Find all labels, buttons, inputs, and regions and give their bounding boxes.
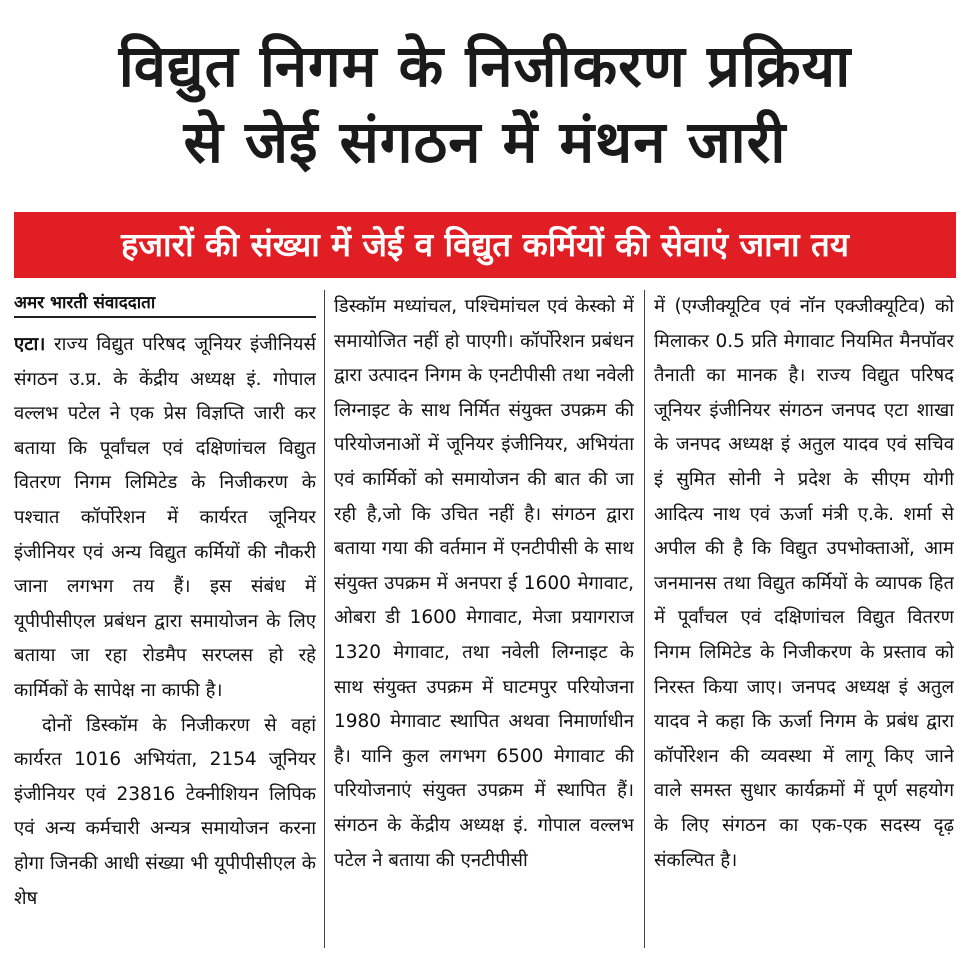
headline <box>0 28 970 180</box>
dateline: एटा। <box>14 334 46 355</box>
subheadline-banner: हजारों की संख्या में जेई व विद्युत कर्मियों की सेवाएं जाना तय <box>14 212 956 278</box>
article-paragraph: दोनों डिस्कॉम के निजीकरण से वहां कार्यरत 1016 अभियंता, 2154 जूनियर इंजीनियर एवं 23816 टेक्नीशियन लिपिक एवं अन्य कर्मचारी अन्यत्र समायोजन करना होगा जिनकी आधी संख्या भी यूपीपीसीएल के शेष <box>14 714 316 909</box>
article-column-3 <box>654 290 954 955</box>
article-paragraph: में (एग्जीक्यूटिव एवं नॉन एक्जीक्यूटिव) को मिलाकर 0.5 प्रति मेगावाट नियमित मैनपॉवर तैनाती का मानक है। राज्य विद्युत परिषद जूनियर इंजीनियर संगठन जनपद एटा शाखा के जनपद अध्यक्ष इं अतुल यादव एवं सचिव इं सुमित सोनी ने प्रदेश के सीएम योगी आदित्य नाथ एवं ऊर्जा मंत्री ए.के. शर्मा से अपील की है कि विद्युत उपभोक्ताओं, आम जनमानस तथा विद्युत कर्मियों के व्यापक हित में पूर्वांचल एवं दक्षिणांचल विद्युत वितरण निगम लिमिटेड के निजीकरण के प्रस्ताव को निरस्त किया जाए। जनपद अध्यक्ष इं अतुल यादव ने कहा कि ऊर्जा निगम के प्रबंध द्वारा कॉर्पोरेशन की व्यवस्था में लागू किए जाने वाले समस्त सुधार कार्यक्रमों में पूर्ण सहयोग के लिए संगठन का एक-एक सदस्य दृढ़ संकल्पित है। <box>654 296 954 871</box>
article-paragraph: डिस्कॉम मध्यांचल, पश्चिमांचल एवं केस्को में समायोजित नहीं हो पाएगी। कॉर्पोरेशन प्रबंधन द्वारा उत्पादन निगम के एनटीपीसी तथा नवेली लिग्नाइट के साथ निर्मित संयुक्त उपक्रम की परियोजनाओं में जूनियर इंजीनियर, अभियंता एवं कार्मिकों को समायोजन की बात की जा रही है,जो कि उचित नहीं है। संगठन द्वारा बताया गया की वर्तमान में एनटीपीसी के साथ संयुक्त उपक्रम में अनपरा ई 1600 मेगावाट, ओबरा डी 1600 मेगावाट, मेजा प्रयागराज 1320 मेगावाट, तथा नवेली लिग्नाइट के साथ संयुक्त उपक्रम में घाटमपुर परियोजना 1980 मेगावाट स्थापित अथवा निमार्णाधीन है। यानि कुल लगभग 6500 मेगावाट की परियोजनाएं संयुक्त उपक्रम में स्थापित हैं। संगठन के केंद्रीय अध्यक्ष इं. गोपाल वल्लभ पटेल ने बताया की एनटीपीसी <box>334 296 634 871</box>
paragraph-text: राज्य विद्युत परिषद जूनियर इंजीनियर्स संगठन उ.प्र. के केंद्रीय अध्यक्ष इं. गोपाल वल्लभ पटेल ने एक प्रेस विज्ञप्ति जारी कर बताया कि पूर्वांचल एवं दक्षिणांचल विद्युत वितरण निगम लिमिटेड के निजीकरण के पश्चात कॉर्पोरेशन में कार्यरत जूनियर इंजीनियर एवं अन्य विद्युत कर्मियों की नौकरी जाना लगभग तय हैं। इस संबंध में यूपीपीसीएल प्रबंधन द्वारा समायोजन के लिए बताया जा रहा रोडमैप सरप्लस हो रहे कार्मिकों के सापेक्ष ना काफी है। <box>14 334 316 701</box>
byline: अमर भारती संवाददाता <box>14 290 316 318</box>
article-paragraph <box>14 328 316 709</box>
column-divider <box>324 290 325 948</box>
column-divider <box>644 290 645 948</box>
article-column-2 <box>334 290 634 955</box>
headline-line-1: विद्युत निगम के निजीकरण प्रक्रिया <box>118 32 852 100</box>
article-column-1 <box>14 290 316 955</box>
headline-line-2: से जेई संगठन में मंथन जारी <box>183 108 787 176</box>
